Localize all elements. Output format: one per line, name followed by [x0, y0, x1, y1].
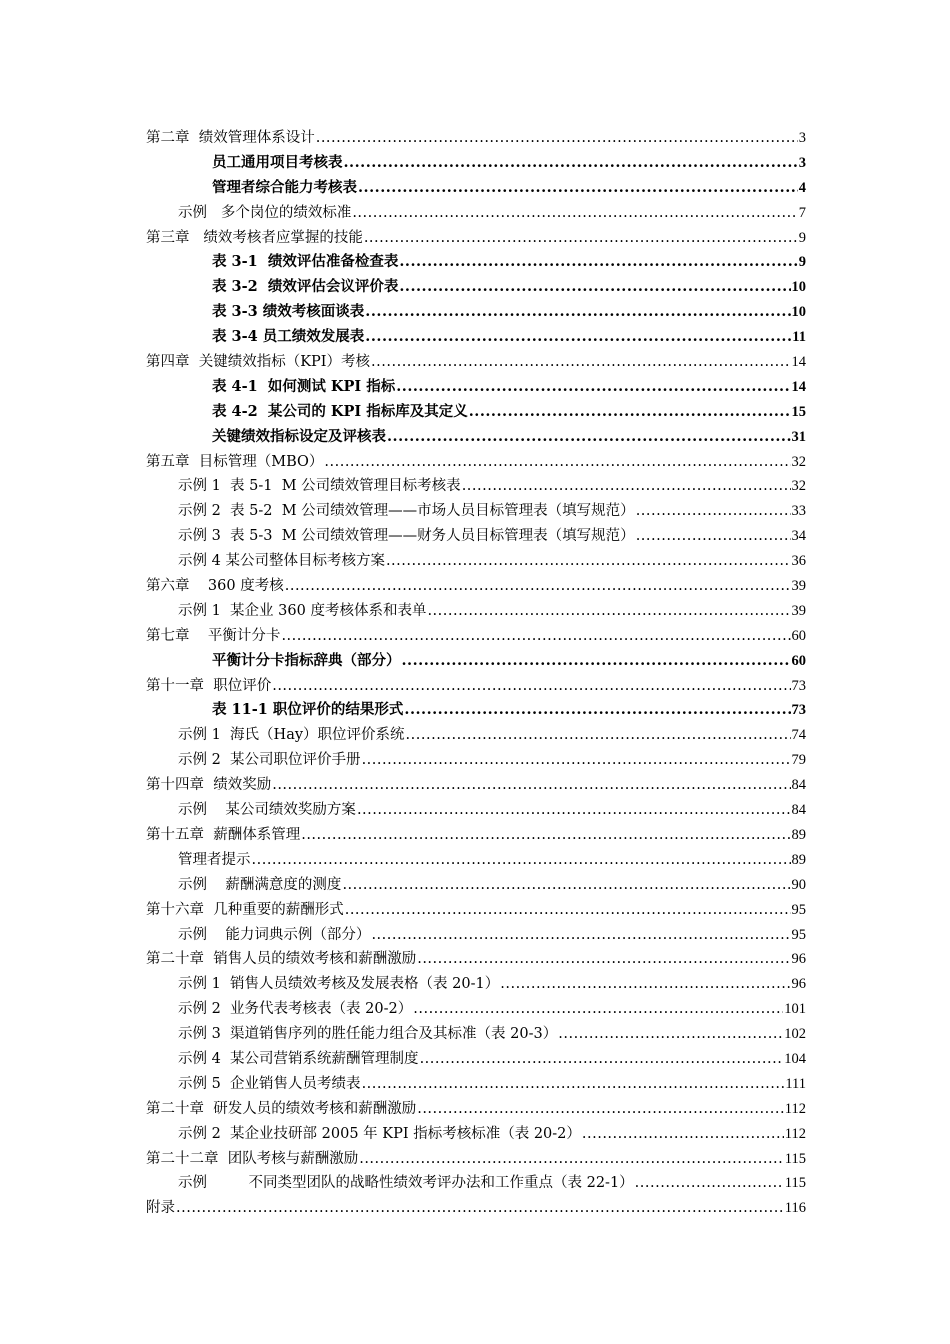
toc-entry-page-number: 102	[784, 1026, 806, 1043]
toc-entry-page-number: 36	[791, 553, 806, 570]
toc-entry[interactable]	[146, 400, 806, 425]
dot-leader	[417, 947, 790, 972]
toc-entry[interactable]	[146, 1122, 806, 1147]
toc-entry-title: 表 3-4 员工绩效发展表	[212, 328, 365, 346]
dot-leader	[371, 923, 790, 948]
toc-entry-page-number: 79	[791, 752, 806, 769]
toc-entry[interactable]	[146, 474, 806, 499]
toc-entry-page-number: 60	[791, 652, 806, 669]
dot-leader	[324, 450, 790, 475]
toc-entry-page-number: 3	[798, 154, 806, 171]
toc-entry-page-number: 104	[784, 1050, 806, 1067]
dot-leader	[462, 474, 791, 499]
dot-leader	[387, 425, 791, 450]
dot-leader	[386, 549, 791, 574]
toc-entry-page-number: 9	[798, 254, 806, 271]
toc-entry-page-number: 95	[791, 901, 806, 918]
toc-entry[interactable]	[146, 1171, 806, 1196]
toc-entry-page-number: 10	[791, 304, 806, 321]
toc-entry[interactable]	[146, 1047, 806, 1072]
toc-entry-title: 员工通用项目考核表	[212, 153, 343, 171]
toc-entry-page-number: 39	[791, 578, 806, 595]
dot-leader	[365, 325, 791, 350]
toc-entry[interactable]	[146, 250, 806, 275]
toc-entry-page-number: 95	[791, 926, 806, 943]
toc-entry-page-number: 90	[791, 876, 806, 893]
dot-leader	[352, 201, 797, 226]
toc-entry-page-number: 89	[791, 851, 806, 868]
toc-entry[interactable]	[146, 300, 806, 325]
toc-entry-title: 第三章 绩效考核者应掌握的技能	[146, 229, 363, 246]
toc-entry[interactable]	[146, 972, 806, 997]
dot-leader	[427, 599, 790, 624]
toc-entry-title: 示例 2 某企业技研部 2005 年 KPI 指标考核标准（表 20-2）	[178, 1125, 581, 1142]
toc-entry[interactable]	[146, 375, 806, 400]
dot-leader	[357, 798, 791, 823]
toc-entry-title: 表 4-1 如何测试 KPI 指标	[212, 377, 396, 395]
toc-entry[interactable]	[146, 549, 806, 574]
toc-entry-title: 示例 5 企业销售人员考绩表	[178, 1075, 361, 1092]
toc-entry[interactable]	[146, 798, 806, 823]
dot-leader	[417, 1097, 784, 1122]
dot-leader	[402, 649, 791, 674]
dot-leader	[420, 1047, 784, 1072]
toc-entry-page-number: 112	[784, 1125, 806, 1142]
toc-entry-title: 第十四章 绩效奖励	[146, 777, 272, 794]
toc-entry[interactable]	[146, 997, 806, 1022]
dot-leader	[558, 1022, 783, 1047]
dot-leader	[362, 1072, 785, 1097]
dot-leader	[272, 674, 790, 699]
toc-entry[interactable]	[146, 126, 806, 151]
dot-leader	[635, 1171, 784, 1196]
toc-entry[interactable]	[146, 574, 806, 599]
dot-leader	[413, 997, 783, 1022]
toc-entry-title: 第十六章 几种重要的薪酬形式	[146, 901, 344, 918]
toc-entry[interactable]	[146, 176, 806, 201]
toc-entry-title: 示例 1 海氏（Hay）职位评价系统	[178, 727, 405, 744]
toc-entry-title: 表 3-3 绩效考核面谈表	[212, 303, 365, 321]
toc-entry-title: 示例 3 渠道销售序列的胜任能力组合及其标准（表 20-3）	[178, 1026, 558, 1043]
toc-entry-page-number: 74	[791, 727, 806, 744]
toc-entry[interactable]	[146, 325, 806, 350]
toc-entry-title: 平衡计分卡指标辞典（部分）	[212, 651, 401, 669]
toc-entry-page-number: 73	[791, 677, 806, 694]
toc-entry[interactable]	[146, 723, 806, 748]
toc-entry[interactable]	[146, 1147, 806, 1172]
toc-entry[interactable]	[146, 1022, 806, 1047]
dot-leader	[342, 873, 790, 898]
toc-entry-page-number: 115	[784, 1175, 806, 1192]
toc-entry-page-number: 116	[784, 1200, 806, 1217]
toc-entry-title: 表 3-2 绩效评估会议评价表	[212, 278, 399, 296]
toc-entry[interactable]	[146, 674, 806, 699]
table-of-contents	[146, 126, 806, 1221]
toc-entry-title: 表 11-1 职位评价的结果形式	[212, 701, 404, 719]
dot-leader	[469, 400, 791, 425]
dot-leader	[301, 823, 790, 848]
toc-entry[interactable]	[146, 201, 806, 226]
toc-entry[interactable]	[146, 499, 806, 524]
toc-entry[interactable]	[146, 151, 806, 176]
toc-entry-title: 第七章 平衡计分卡	[146, 627, 281, 644]
toc-entry-title: 关键绩效指标设定及评核表	[212, 427, 386, 445]
dot-leader	[359, 1147, 784, 1172]
toc-entry-page-number: 7	[798, 204, 806, 221]
toc-entry-page-number: 96	[791, 976, 806, 993]
dot-leader	[365, 300, 790, 325]
dot-leader	[362, 748, 791, 773]
toc-entry-title: 示例 2 业务代表考核表（表 20-2）	[178, 1001, 413, 1018]
toc-entry-page-number: 10	[791, 279, 806, 296]
dot-leader	[285, 574, 791, 599]
toc-entry-title: 示例 4 某公司整体目标考核方案	[178, 553, 385, 570]
toc-entry-title: 第十五章 薪酬体系管理	[146, 826, 301, 843]
dot-leader	[358, 176, 798, 201]
toc-entry-page-number: 4	[798, 179, 806, 196]
toc-entry-title: 示例 薪酬满意度的测度	[178, 876, 342, 893]
toc-entry[interactable]	[146, 873, 806, 898]
toc-entry-title: 附录	[146, 1200, 175, 1217]
dot-leader	[399, 250, 797, 275]
dot-leader	[396, 375, 790, 400]
toc-entry-page-number: 96	[791, 951, 806, 968]
toc-entry-title: 表 3-1 绩效评估准备检查表	[212, 253, 399, 271]
toc-entry-page-number: 101	[784, 1001, 806, 1018]
toc-entry[interactable]	[146, 624, 806, 649]
dot-leader	[345, 898, 791, 923]
toc-entry[interactable]	[146, 848, 806, 873]
toc-entry-title: 示例 3 表 5-3 M 公司绩效管理——财务人员目标管理表（填写规范）	[178, 528, 635, 545]
toc-entry[interactable]	[146, 1072, 806, 1097]
toc-entry-title: 管理者综合能力考核表	[212, 178, 357, 196]
toc-entry-page-number: 84	[791, 802, 806, 819]
toc-entry-title: 第二十章 研发人员的绩效考核和薪酬激励	[146, 1100, 417, 1117]
toc-entry[interactable]	[146, 748, 806, 773]
toc-entry-page-number: 32	[791, 478, 806, 495]
toc-entry-page-number: 84	[791, 777, 806, 794]
toc-entry-title: 第二章 绩效管理体系设计	[146, 130, 315, 146]
dot-leader	[406, 723, 791, 748]
toc-entry[interactable]	[146, 350, 806, 375]
toc-entry[interactable]	[146, 226, 806, 251]
toc-entry-page-number: 112	[784, 1100, 806, 1117]
dot-leader	[636, 499, 791, 524]
dot-leader	[176, 1196, 784, 1221]
toc-entry[interactable]	[146, 947, 806, 972]
toc-entry-title: 示例 能力词典示例（部分）	[178, 926, 371, 943]
toc-entry[interactable]	[146, 649, 806, 674]
dot-leader	[636, 524, 791, 549]
dot-leader	[281, 624, 790, 649]
toc-entry-page-number: 14	[791, 378, 806, 395]
toc-entry-title: 第四章 关键绩效指标（KPI）考核	[146, 354, 371, 371]
toc-entry-title: 第十一章 职位评价	[146, 677, 272, 694]
toc-entry-title: 表 4-2 某公司的 KPI 指标库及其定义	[212, 402, 468, 420]
dot-leader	[500, 972, 790, 997]
toc-entry[interactable]	[146, 698, 806, 723]
toc-entry-page-number: 115	[784, 1150, 806, 1167]
toc-entry-page-number: 111	[785, 1075, 806, 1092]
toc-entry[interactable]	[146, 773, 806, 798]
toc-entry-page-number: 32	[791, 453, 806, 470]
dot-leader	[371, 350, 790, 375]
toc-entry-title: 示例 2 表 5-2 M 公司绩效管理——市场人员目标管理表（填写规范）	[178, 503, 635, 520]
toc-entry-page-number: 14	[791, 354, 806, 371]
dot-leader	[252, 848, 791, 873]
toc-entry[interactable]	[146, 823, 806, 848]
toc-entry[interactable]	[146, 898, 806, 923]
toc-entry-page-number: 60	[791, 627, 806, 644]
dot-leader	[364, 226, 798, 251]
dot-leader	[344, 151, 798, 176]
toc-entry-title: 示例 1 表 5-1 M 公司绩效管理目标考核表	[178, 478, 461, 495]
toc-entry-title: 第二十章 销售人员的绩效考核和薪酬激励	[146, 951, 417, 968]
toc-entry[interactable]	[146, 1196, 806, 1221]
toc-entry-title: 示例 1 某企业 360 度考核体系和表单	[178, 602, 427, 619]
toc-entry[interactable]	[146, 923, 806, 948]
toc-entry-page-number: 11	[792, 329, 806, 346]
dot-leader	[399, 275, 790, 300]
toc-entry-page-number: 89	[791, 826, 806, 843]
dot-leader	[316, 126, 798, 151]
dot-leader	[582, 1122, 784, 1147]
toc-entry-title: 第五章 目标管理（MBO）	[146, 453, 324, 470]
toc-entry-title: 示例 1 销售人员绩效考核及发展表格（表 20-1）	[178, 976, 500, 993]
toc-entry[interactable]	[146, 450, 806, 475]
toc-entry-title: 管理者提示	[178, 851, 251, 868]
toc-entry[interactable]	[146, 599, 806, 624]
toc-entry[interactable]	[146, 524, 806, 549]
toc-entry-page-number: 9	[798, 229, 806, 246]
toc-entry-title: 第二十二章 团队考核与薪酬激励	[146, 1150, 359, 1167]
toc-entry-page-number: 39	[791, 602, 806, 619]
toc-entry-title: 示例 某公司绩效奖励方案	[178, 802, 356, 819]
toc-entry-title: 示例 4 某公司营销系统薪酬管理制度	[178, 1050, 419, 1067]
toc-entry[interactable]	[146, 1097, 806, 1122]
toc-entry-page-number: 3	[798, 130, 806, 146]
toc-entry-page-number: 33	[791, 503, 806, 520]
dot-leader	[404, 698, 790, 723]
toc-entry-title: 示例 不同类型团队的战略性绩效考评办法和工作重点（表 22-1）	[178, 1175, 634, 1192]
toc-entry-page-number: 15	[791, 403, 806, 420]
toc-entry[interactable]	[146, 275, 806, 300]
toc-entry-page-number: 31	[791, 428, 806, 445]
toc-entry-title: 示例 多个岗位的绩效标准	[178, 204, 352, 221]
toc-entry-title: 示例 2 某公司职位评价手册	[178, 752, 361, 769]
toc-entry-title: 第六章 360 度考核	[146, 578, 284, 595]
dot-leader	[272, 773, 790, 798]
toc-entry-page-number: 34	[791, 528, 806, 545]
toc-entry[interactable]	[146, 425, 806, 450]
toc-entry-page-number: 73	[791, 702, 806, 719]
